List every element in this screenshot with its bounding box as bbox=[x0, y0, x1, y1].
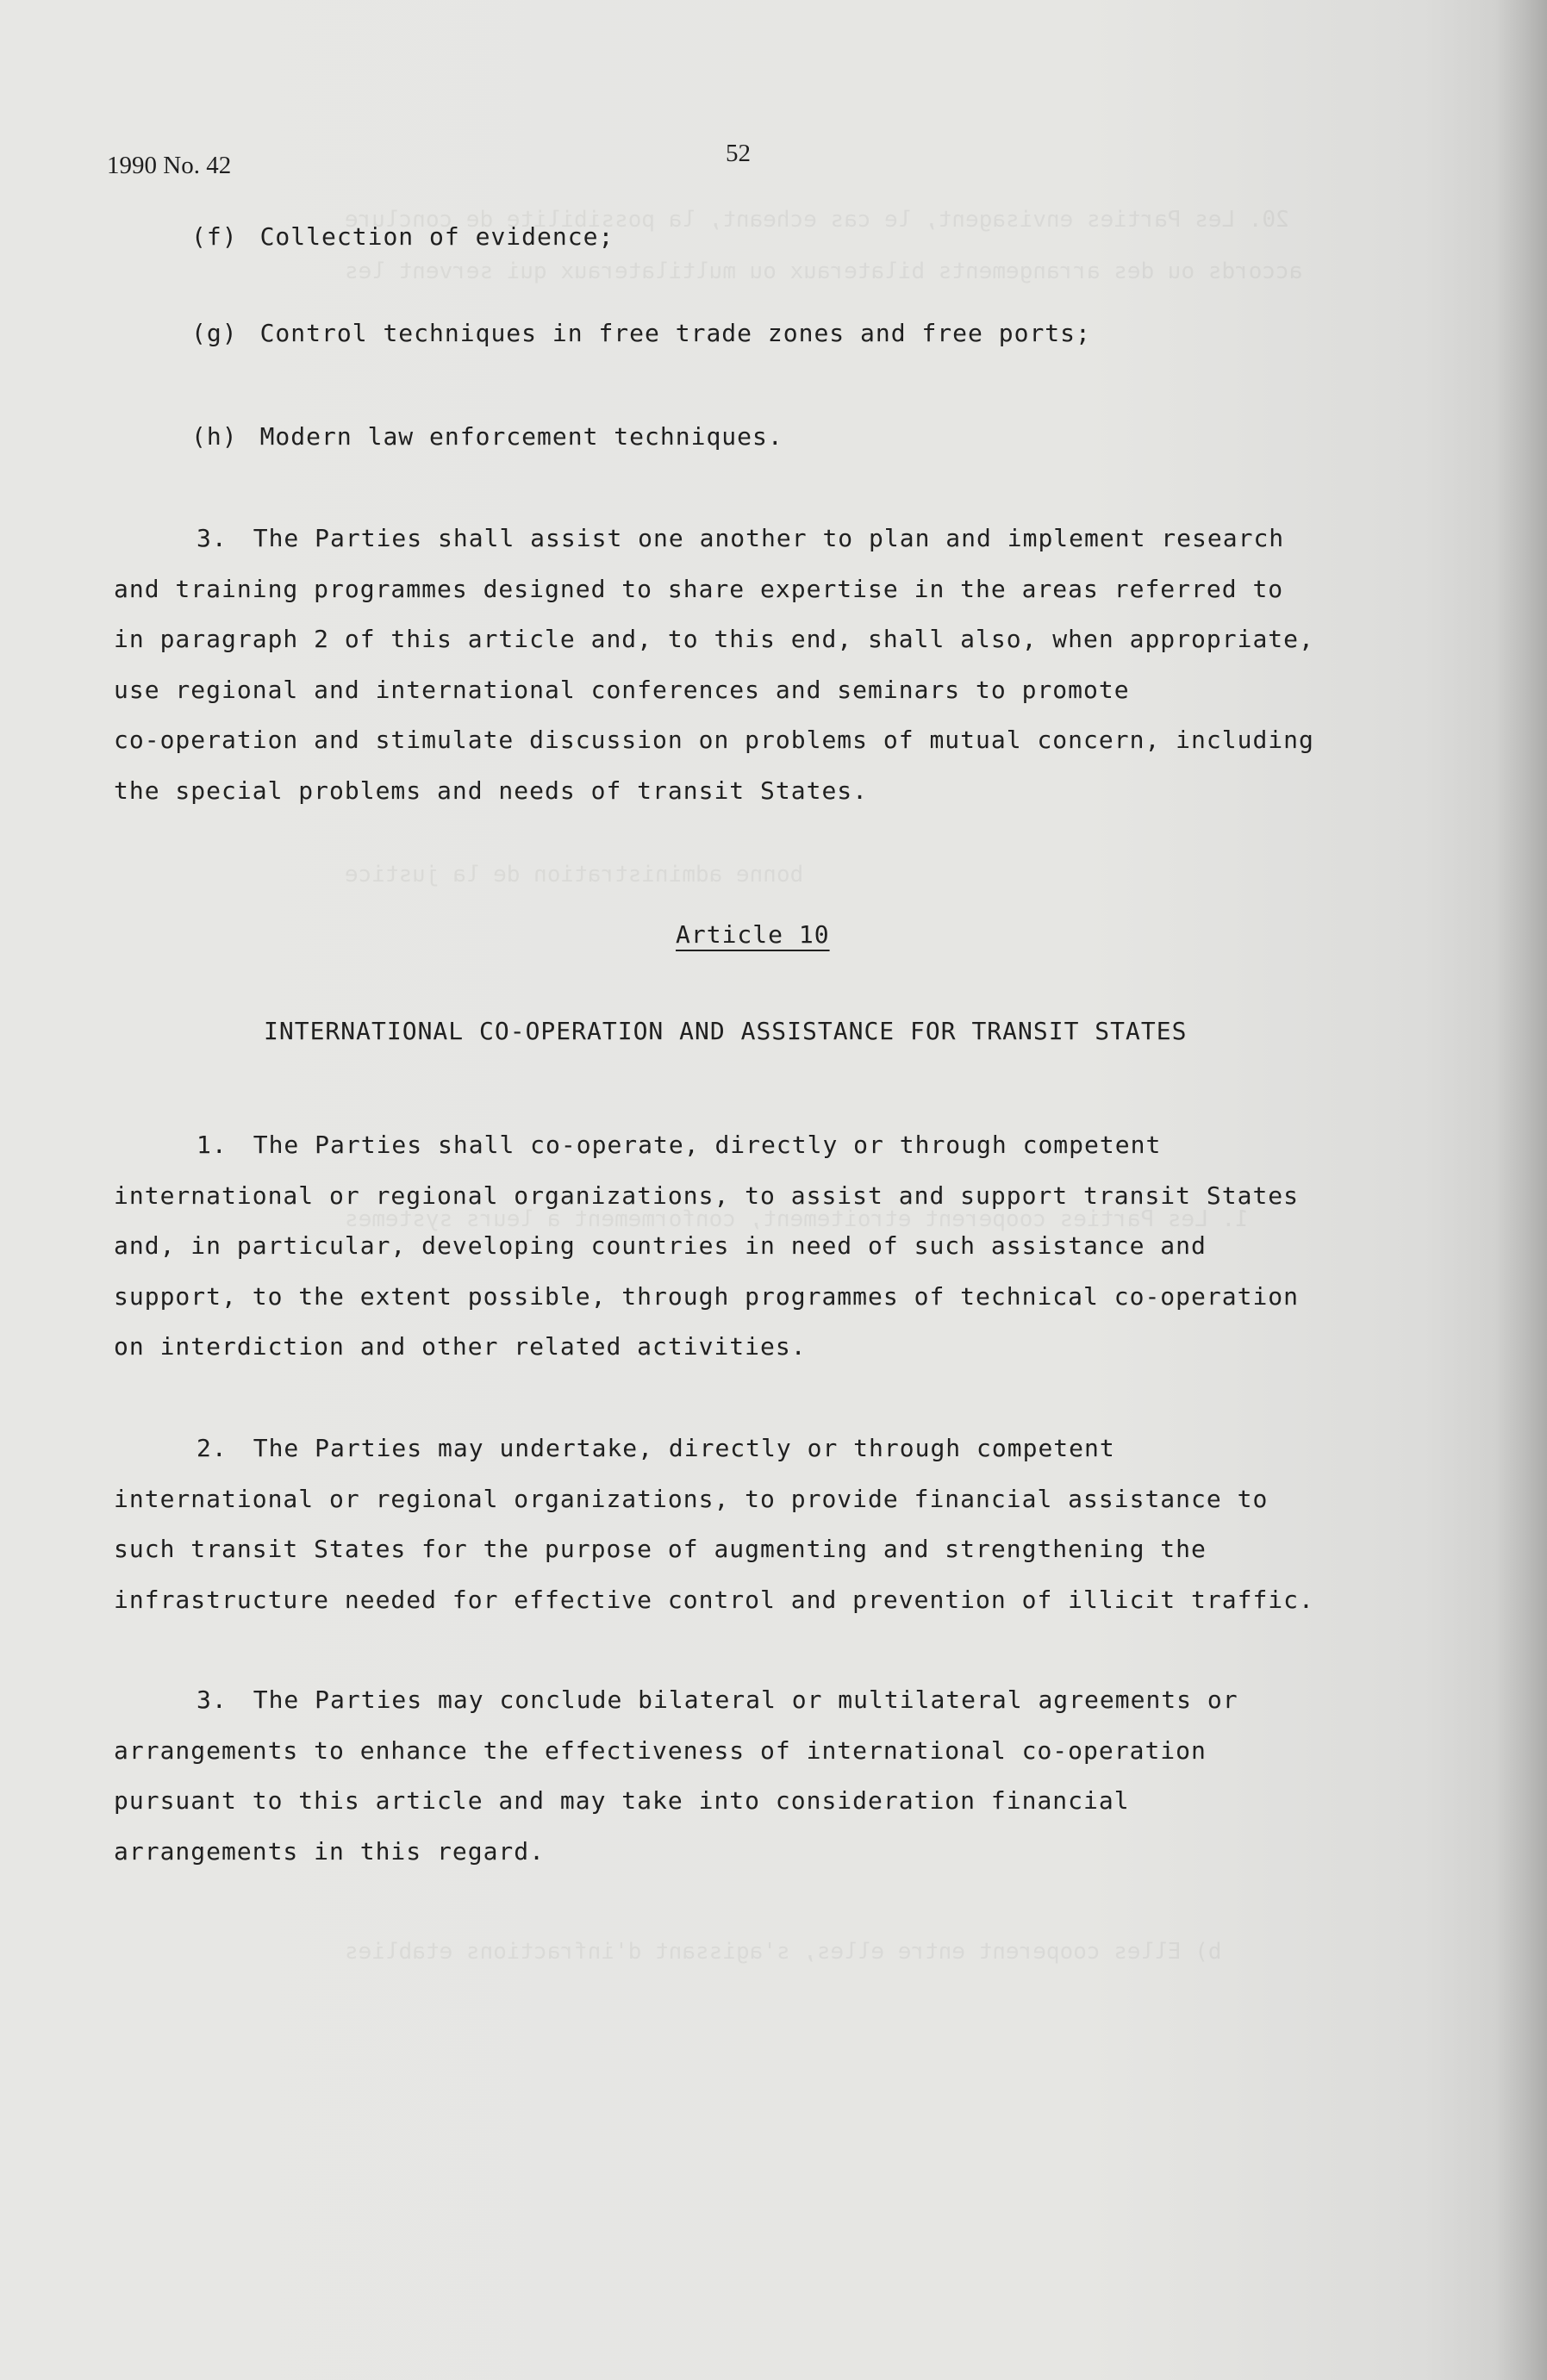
list-item-text: Modern law enforcement techniques. bbox=[259, 422, 783, 451]
paragraph-line: such transit States for the purpose of augmenting and strengthening the bbox=[114, 1535, 1207, 1563]
list-item-text: Collection of evidence; bbox=[259, 222, 614, 251]
list-item bbox=[191, 222, 614, 251]
paragraph-line: arrangements to enhance the effectiveness of international co-operation bbox=[114, 1735, 1207, 1765]
paragraph-line: the special problems and needs of transit States. bbox=[114, 776, 869, 805]
article-paragraph-3 bbox=[114, 1675, 1441, 1877]
paragraph-number: 2. bbox=[196, 1434, 228, 1462]
bleed-through-text: b) Elles cooperent entre elles, s'agissant d'infractions etablies bbox=[345, 1939, 1222, 1965]
article-heading: INTERNATIONAL CO-OPERATION AND ASSISTANCE FOR TRANSIT STATES bbox=[264, 1017, 1188, 1045]
paragraph-line: 3. The Parties shall assist one another to plan and implement research bbox=[196, 524, 1285, 552]
paragraph-line: and, in particular, developing countries in need of such assistance and bbox=[114, 1231, 1207, 1260]
list-item-label: (g) bbox=[191, 319, 238, 347]
paragraph-number: 3. bbox=[196, 524, 228, 552]
article-paragraph-2 bbox=[114, 1424, 1441, 1625]
paragraph-number: 1. bbox=[196, 1131, 228, 1159]
bleed-through-text: 20. Les Parties envisagent, le cas echeant, la possibilite de conclure bbox=[345, 207, 1289, 233]
paragraph-line: 2. The Parties may undertake, directly or through competent bbox=[196, 1434, 1115, 1462]
list-item bbox=[191, 319, 1091, 347]
paragraph-line: on interdiction and other related activities. bbox=[114, 1332, 807, 1361]
bleed-through-text: accords ou des arrangements bilateraux ou multilateraux qui servent les bbox=[345, 259, 1303, 284]
page-edge-shadow bbox=[1495, 0, 1547, 2380]
document-reference: 1990 No. 42 bbox=[107, 152, 232, 179]
paragraph-line: co-operation and stimulate discussion on problems of mutual concern, including bbox=[114, 726, 1314, 754]
bleed-through-text: 1. Les Parties cooperent etroitement, conformement a leurs systemes bbox=[345, 1206, 1249, 1232]
paragraph-line: infrastructure needed for effective control and prevention of illicit traffic. bbox=[114, 1585, 1314, 1614]
paragraph-line: international or regional organizations, to assist and support transit States bbox=[114, 1181, 1300, 1210]
list-item bbox=[191, 422, 783, 451]
article-paragraph-1 bbox=[114, 1120, 1441, 1373]
paragraph-number: 3. bbox=[196, 1685, 228, 1714]
paragraph-line: 1. The Parties shall co-operate, directly or through competent bbox=[196, 1131, 1162, 1159]
paragraph-line: support, to the extent possible, through programmes of technical co-operation bbox=[114, 1281, 1300, 1311]
list-item-text: Control techniques in free trade zones and free ports; bbox=[259, 319, 1091, 347]
bleed-through-text: bonne administration de la justice bbox=[345, 862, 804, 888]
paragraph-line: arrangements in this regard. bbox=[114, 1836, 546, 1866]
paragraph-line: pursuant to this article and may take into consideration financial bbox=[114, 1786, 1130, 1815]
page-number: 52 bbox=[726, 140, 751, 167]
list-item-label: (h) bbox=[191, 422, 238, 451]
paragraph-line: and training programmes designed to share expertise in the areas referred to bbox=[114, 574, 1284, 603]
paragraph-line: international or regional organizations, to provide financial assistance to bbox=[114, 1484, 1269, 1513]
paragraph-line: 3. The Parties may conclude bilateral or multilateral agreements or bbox=[196, 1685, 1238, 1714]
paragraph-3 bbox=[114, 514, 1441, 816]
article-title: Article 10 bbox=[676, 920, 830, 949]
paragraph-line: in paragraph 2 of this article and, to this end, shall also, when appropriate, bbox=[114, 625, 1314, 653]
paragraph-line: use regional and international conferences and seminars to promote bbox=[114, 675, 1130, 704]
list-item-label: (f) bbox=[191, 222, 238, 251]
